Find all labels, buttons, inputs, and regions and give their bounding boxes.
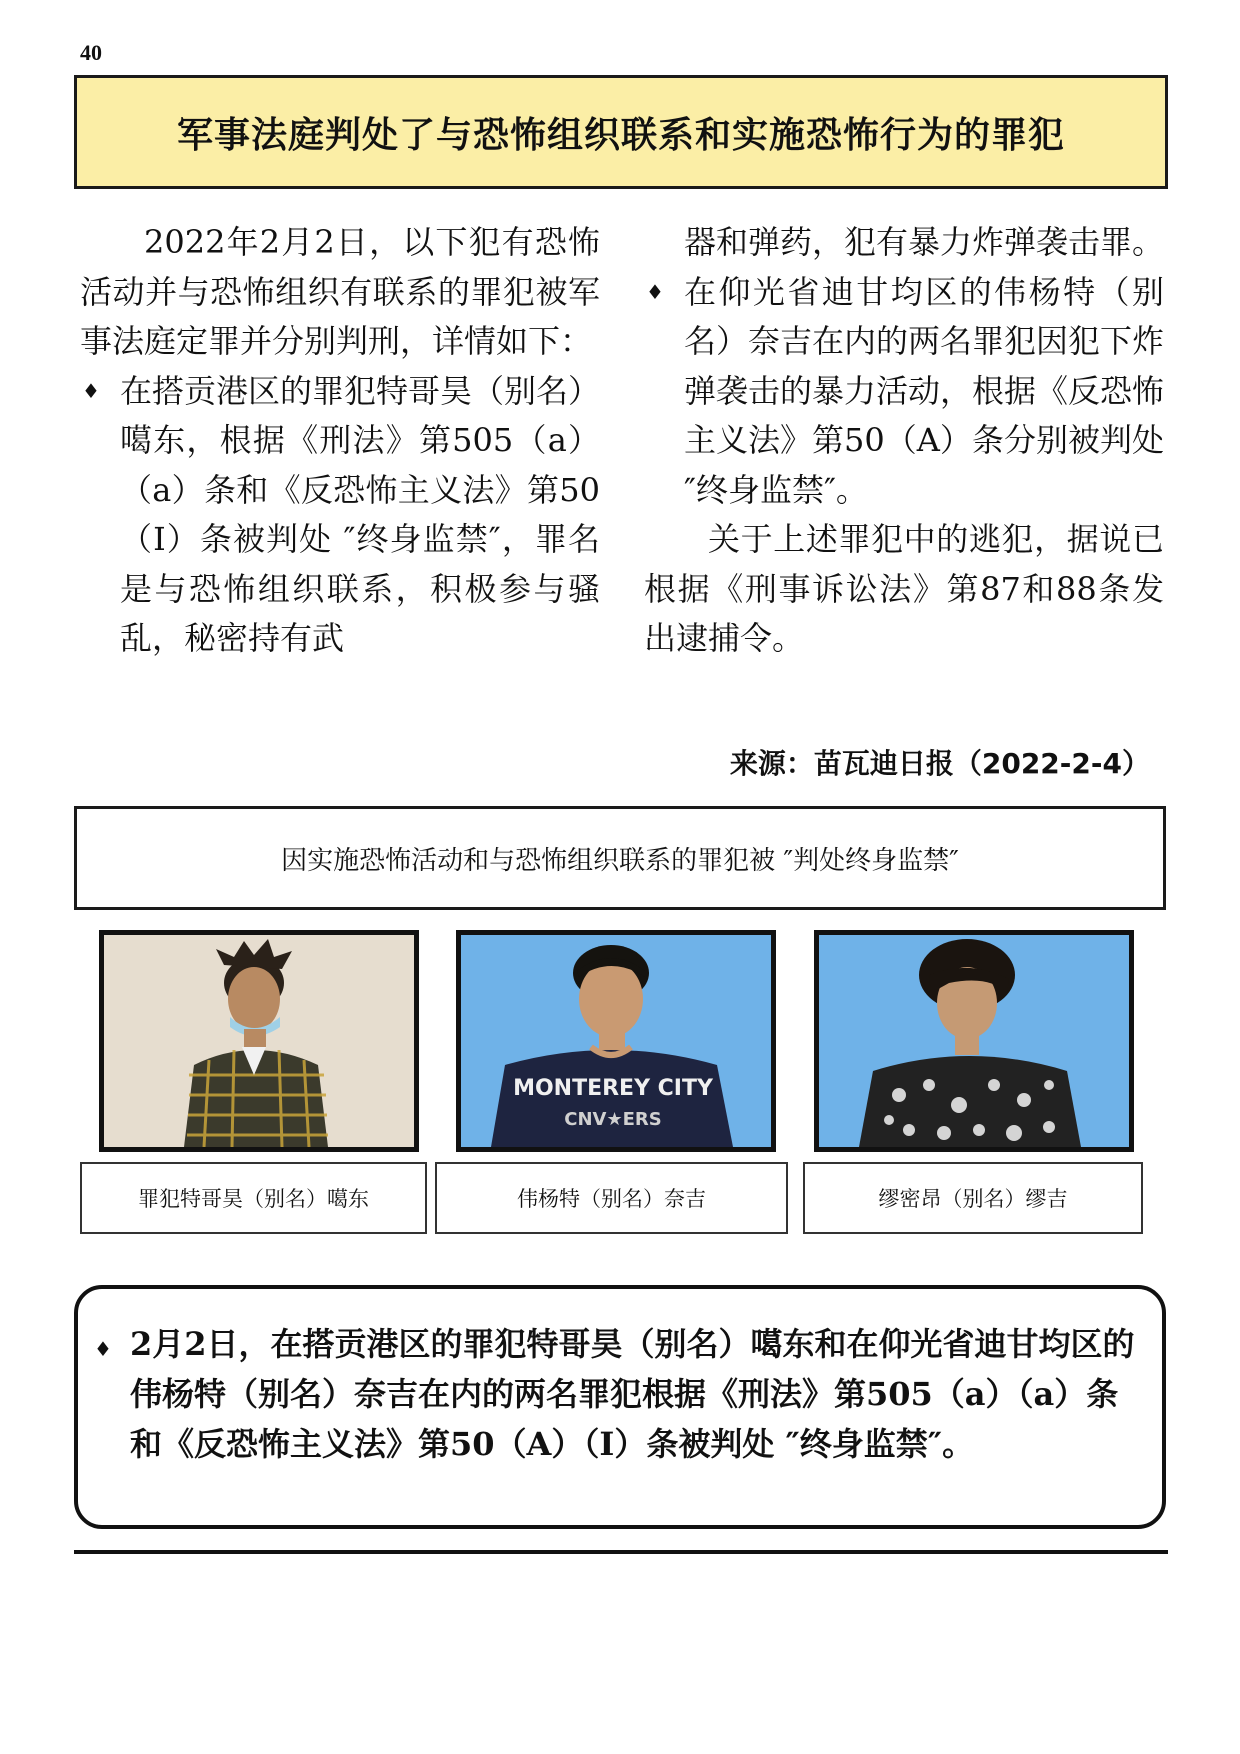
person-photo-3 <box>814 930 1134 1152</box>
title-banner <box>74 75 1168 189</box>
article-bullet-2-text: 在仰光省迪甘均区的伟杨特（别名）奈吉在内的两名罪犯因犯下炸弹袭击的暴力活动，根据《反恐怖主义法》第50（A）条分别被判处 ″终身监禁″。 <box>684 272 1165 509</box>
person-photo-2 <box>456 930 776 1152</box>
article-right-column <box>644 218 1164 664</box>
source-line: 来源：苗瓦迪日报（2022-2-4） <box>729 747 1150 780</box>
photo-caption: 因实施恐怖活动和与恐怖组织联系的罪犯被 ″判处终身监禁″ <box>281 845 959 876</box>
article-left-column <box>80 218 600 664</box>
article-bullet-1-continued: 器和弹药，犯有暴力炸弹袭击罪。 <box>684 223 1165 261</box>
person-name-box-2 <box>435 1162 788 1234</box>
person-name-2: 伟杨特（别名）奈吉 <box>517 1187 706 1211</box>
bullet-icon: ♦ <box>82 378 100 403</box>
person-photo-1 <box>99 930 419 1152</box>
bullet-icon: ♦ <box>646 279 664 304</box>
photo-caption-box <box>74 806 1166 910</box>
article-bullet-1 <box>80 367 600 664</box>
article-closing: 关于上述罪犯中的逃犯，据说已根据《刑事诉讼法》第87和88条发出逮捕令。 <box>644 520 1164 657</box>
article-bullet-2 <box>644 268 1164 516</box>
shirt-print-line-2: CNV★ERS <box>564 1109 662 1130</box>
page-number: 40 <box>80 40 102 65</box>
person-name-3: 缪密昂（别名）缪吉 <box>878 1187 1068 1211</box>
bullet-icon: ♦ <box>94 1337 112 1361</box>
person-photo-1-image <box>104 935 414 1147</box>
shirt-print-line-1: MONTEREY CITY <box>513 1076 713 1101</box>
page-title: 军事法庭判处了与恐怖组织联系和实施恐怖行为的罪犯 <box>176 114 1065 156</box>
summary-text: 2月2日，在搭贡港区的罪犯特哥昊（别名）噶东和在仰光省迪甘均区的伟杨特（别名）奈吉在内的两名罪犯根据《刑法》第505（a）（a）条和《反恐怖主义法》第50（A）（I）条被判处 ″终身监禁″。 <box>130 1325 1135 1463</box>
summary-box <box>74 1285 1166 1529</box>
person-name-1: 罪犯特哥昊（别名）噶东 <box>138 1187 369 1211</box>
article-bullet-1-text: 在搭贡港区的罪犯特哥昊（别名）噶东，根据《刑法》第505（a）（a）条和《反恐怖主义法》第50（I）条被判处 ″终身监禁″，罪名是与恐怖组织联系，积极参与骚乱，秘密持有武 <box>120 371 601 657</box>
bottom-divider <box>74 1550 1168 1554</box>
person-photo-3-image <box>819 935 1129 1147</box>
person-name-box-3 <box>803 1162 1143 1234</box>
person-photo-2-image <box>461 935 771 1147</box>
article-intro: 2022年2月2日，以下犯有恐怖活动并与恐怖组织有联系的罪犯被军事法庭定罪并分别判刑，详情如下： <box>80 223 600 360</box>
person-name-box-1 <box>80 1162 427 1234</box>
